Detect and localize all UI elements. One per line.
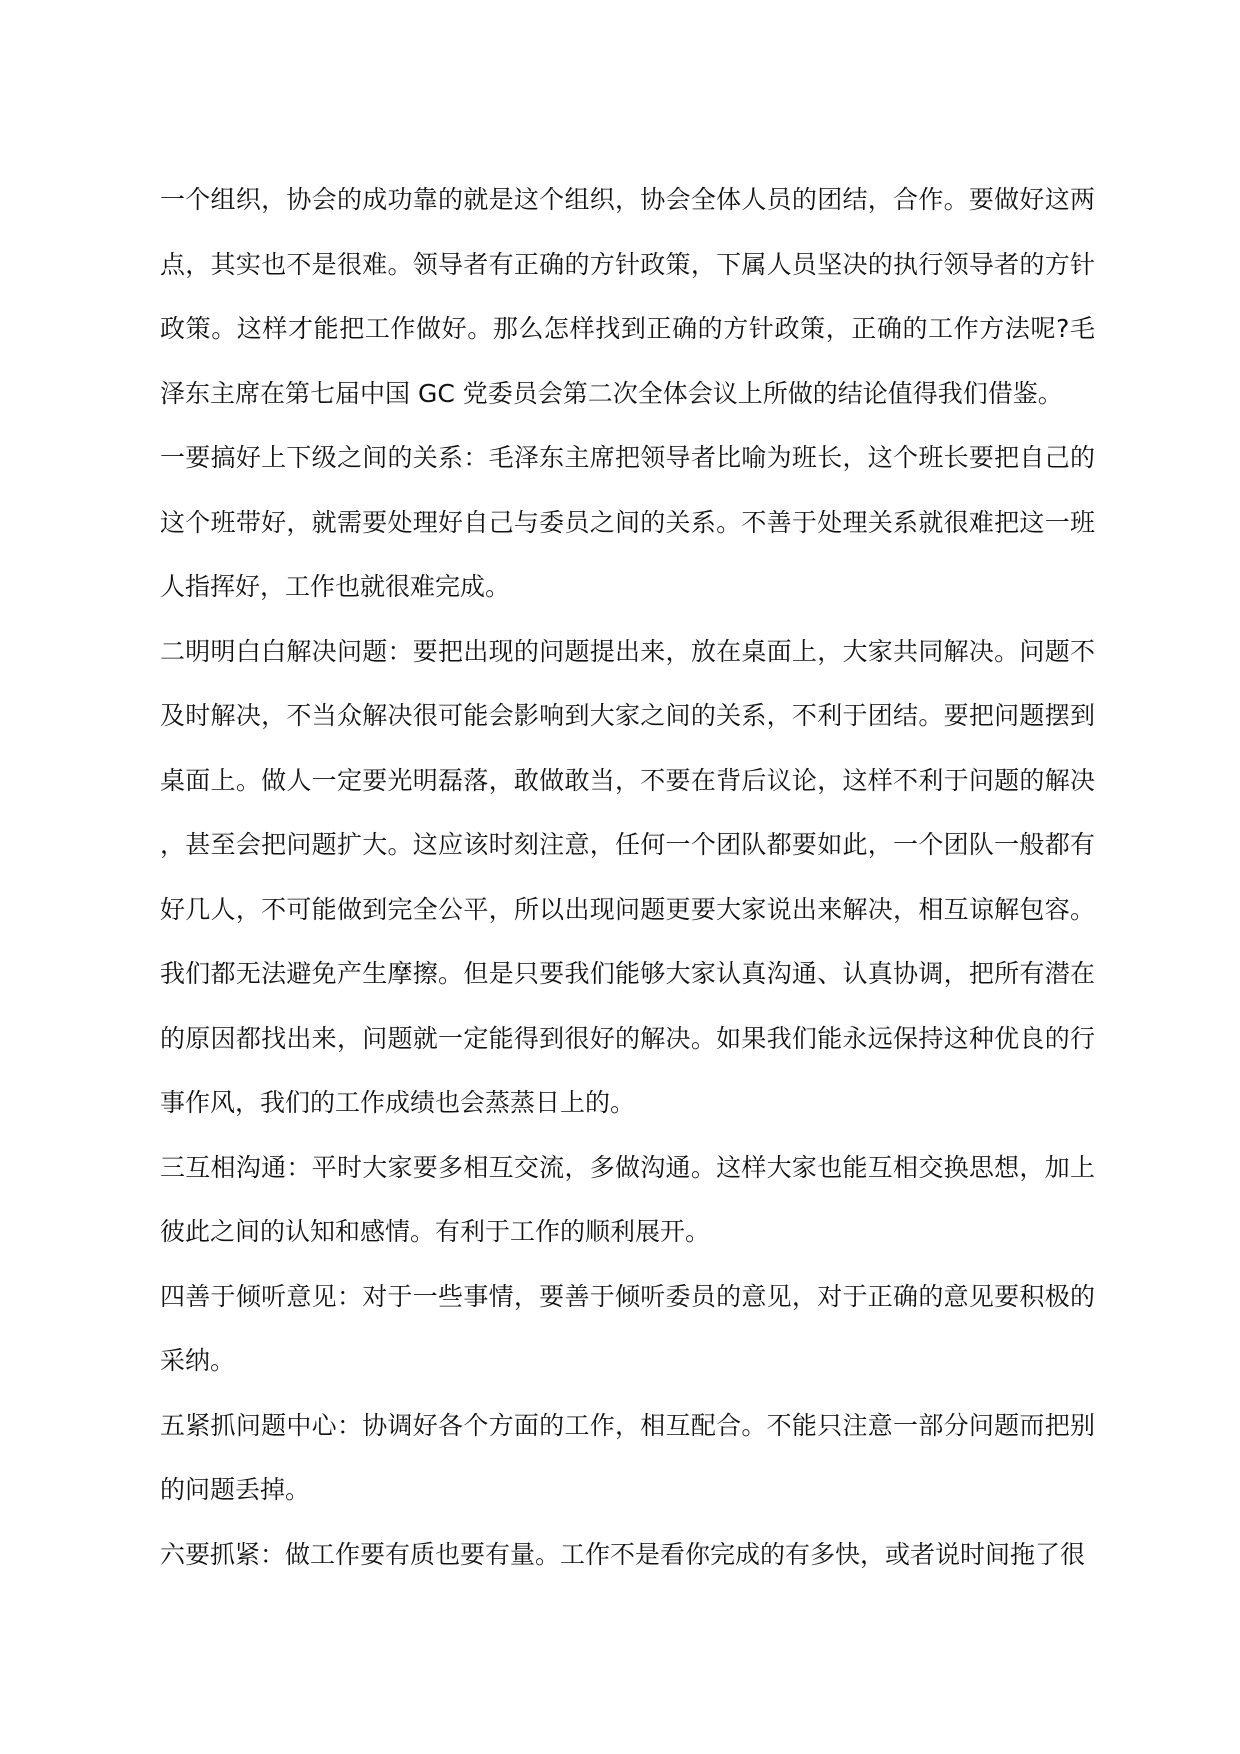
document-body xyxy=(160,168,1095,1587)
paragraph-point-2: 二明明白白解决问题：要把出现的问题提出来，放在桌面上，大家共同解决。问题不及时解决，不当众解决很可能会影响到大家之间的关系，不利于团结。要把问题摆到桌面上。做人一定要光明磊落，敢做敢当，不要在背后议论，这样不利于问题的解决，甚至会把问题扩大。这应该时刻注意，任何一个团队都要如此，一个团队一般都有好几人，不可能做到完全公平，所以出现问题更要大家说出来解决，相互谅解包容。我们都无法避免产生摩擦。但是只要我们能够大家认真沟通、认真协调，把所有潜在的原因都找出来，问题就一定能得到很好的解决。如果我们能永远保持这种优良的行事作风，我们的工作成绩也会蒸蒸日上的。 xyxy=(160,636,1095,1117)
paragraph-point-4: 四善于倾听意见：对于一些事情，要善于倾听委员的意见，对于正确的意见要积极的采纳。 xyxy=(160,1281,1095,1375)
paragraph-point-3: 三互相沟通：平时大家要多相互交流，多做沟通。这样大家也能互相交换思想，加上彼此之间的认知和感情。有利于工作的顺利展开。 xyxy=(160,1152,1095,1246)
paragraph-point-6: 六要抓紧：做工作要有质也要有量。工作不是看你完成的有多快，或者说时间拖了很 xyxy=(160,1539,1086,1569)
paragraph-point-5: 五紧抓问题中心：协调好各个方面的工作，相互配合。不能只注意一部分问题而把别的问题丢掉。 xyxy=(160,1410,1095,1504)
paragraph-point-1: 一要搞好上下级之间的关系：毛泽东主席把领导者比喻为班长，这个班长要把自己的这个班带好，就需要处理好自己与委员之间的关系。不善于处理关系就很难把这一班人指挥好，工作也就很难完成。 xyxy=(160,443,1095,601)
paragraph-intro: 一个组织，协会的成功靠的就是这个组织，协会全体人员的团结，合作。要做好这两点，其实也不是很难。领导者有正确的方针政策，下属人员坚决的执行领导者的方针政策。这样才能把工作做好。那么怎样找到正确的方针政策，正确的工作方法呢?毛泽东主席在第七届中国 GC 党委员会第二次全体会议上所做的结论值得我们借鉴。 xyxy=(160,185,1095,408)
